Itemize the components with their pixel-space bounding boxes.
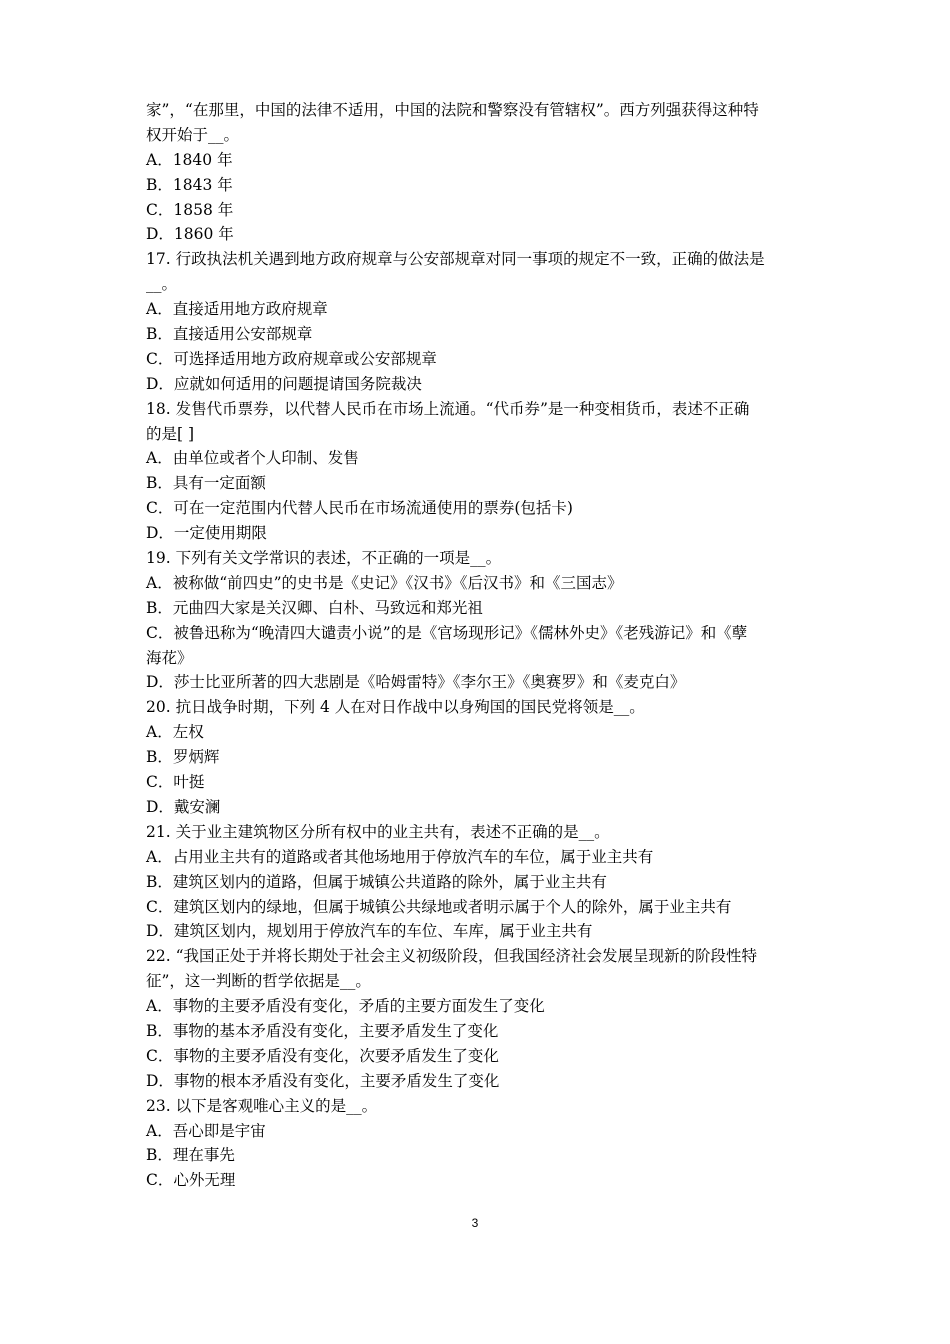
text-line: D．莎士比亚所著的四大悲剧是《哈姆雷特》《李尔王》《奥赛罗》和《麦克白》 — [146, 673, 686, 692]
text-line: A．被称做“前四史”的史书是《史记》《汉书》《后汉书》和《三国志》 — [146, 573, 623, 592]
text-line: A．直接适用地方政府规章 — [146, 300, 328, 319]
page-number: 3 — [471, 1216, 479, 1230]
text-line: 家”，“在那里，中国的法律不适用，中国的法院和警察没有管辖权”。西方列强获得这种特 — [146, 101, 759, 119]
text-line: C．被鲁迅称为“晚清四大谴责小说”的是《官场现形记》《儒林外史》《老残游记》和《孽 — [146, 623, 748, 642]
text-line: 23. 以下是客观唯心主义的是__。 — [146, 1096, 378, 1115]
text-line: B．元曲四大家是关汉卿、白朴、马致远和郑光祖 — [146, 598, 483, 617]
text-line: __。 — [146, 275, 178, 294]
text-line: 17. 行政执法机关遇到地方政府规章与公安部规章对同一事项的规定不一致，正确的做法是 — [146, 250, 765, 269]
text-line: 海花》 — [146, 648, 193, 667]
text-line: A．事物的主要矛盾没有变化，矛盾的主要方面发生了变化 — [146, 997, 545, 1016]
text-line: B．建筑区划内的道路，但属于城镇公共道路的除外，属于业主共有 — [146, 872, 607, 891]
text-line: 20. 抗日战争时期，下列 4 人在对日作战中以身殉国的国民党将领是__。 — [146, 698, 645, 717]
document-body — [146, 98, 816, 1193]
text-line: D．建筑区划内，规划用于停放汽车的车位、车库，属于业主共有 — [146, 922, 593, 941]
text-line: A．吾心即是宇宙 — [146, 1121, 266, 1140]
text-line: 权开始于__。 — [146, 125, 240, 144]
text-line: A．由单位或者个人印制、发售 — [146, 449, 359, 468]
text-line: B．具有一定面额 — [146, 474, 266, 493]
text-line: C．可选择适用地方政府规章或公安部规章 — [146, 349, 437, 368]
text-line: B．理在事先 — [146, 1146, 235, 1165]
text-line: D．戴安澜 — [146, 797, 221, 816]
text-line: B．1843 年 — [146, 175, 233, 194]
text-line: 19. 下列有关文学常识的表述，不正确的一项是__。 — [146, 549, 502, 568]
text-line: C．1858 年 — [146, 200, 234, 219]
text-line: D．一定使用期限 — [146, 524, 267, 543]
text-line: D．1860 年 — [146, 225, 234, 244]
text-line: C．事物的主要矛盾没有变化，次要矛盾发生了变化 — [146, 1046, 499, 1065]
text-line: B．直接适用公安部规章 — [146, 325, 313, 344]
text-line: C．叶挺 — [146, 773, 205, 792]
text-line: 18. 发售代币票券，以代替人民币在市场上流通。“代币券”是一种变相货币，表述不正确 — [146, 399, 750, 418]
text-line: 征”，这一判断的哲学依据是__。 — [146, 972, 371, 991]
text-line: C．心外无理 — [146, 1171, 236, 1190]
text-line: D．应就如何适用的问题提请国务院裁决 — [146, 374, 422, 393]
text-line: A．1840 年 — [146, 150, 233, 169]
text-line: C．建筑区划内的绿地，但属于城镇公共绿地或者明示属于个人的除外，属于业主共有 — [146, 897, 732, 916]
text-line: C．可在一定范围内代替人民币在市场流通使用的票券(包括卡) — [146, 499, 573, 518]
text-line: B．罗炳辉 — [146, 748, 220, 767]
text-line: D．事物的根本矛盾没有变化，主要矛盾发生了变化 — [146, 1071, 500, 1090]
text-line: A．占用业主共有的道路或者其他场地用于停放汽车的车位，属于业主共有 — [146, 847, 654, 866]
text-line: 的是[ ] — [146, 424, 195, 443]
text-line: 21. 关于业主建筑物区分所有权中的业主共有，表述不正确的是__。 — [146, 822, 610, 841]
text-line: A．左权 — [146, 723, 204, 742]
text-line: 22. “我国正处于并将长期处于社会主义初级阶段，但我国经济社会发展呈现新的阶段性特 — [146, 947, 758, 966]
text-line: B．事物的基本矛盾没有变化，主要矛盾发生了变化 — [146, 1021, 499, 1040]
